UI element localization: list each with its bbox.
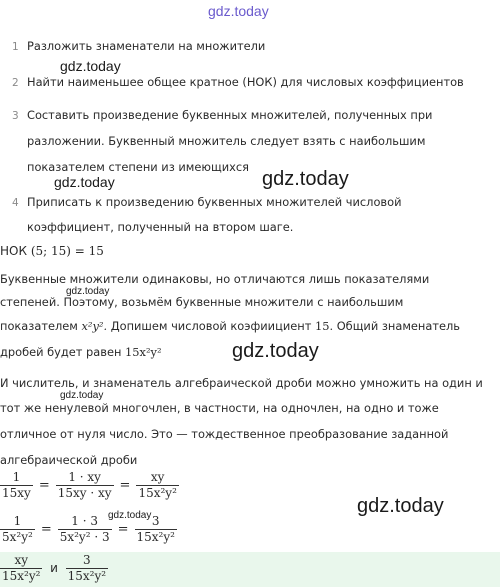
- fraction: $\frac{3}{\text{15x²y²}}$: [136, 514, 175, 544]
- paragraph-line: отличное от нуля число. Это — тождественное преобразование заданной: [0, 427, 449, 441]
- paragraph-line: [0, 344, 162, 360]
- math-expression: x²y².: [81, 319, 108, 333]
- paragraph-line: алгебраической дроби: [0, 453, 138, 467]
- step-text-line: коэффициент, полученный на втором шаге.: [27, 220, 294, 234]
- fraction: $\frac{1 \cdot 3}{\text{5x²y² · 3}}$: [59, 514, 110, 544]
- watermark: gdz.today: [357, 495, 444, 517]
- nok-result: = 15: [74, 244, 104, 258]
- watermark: gdz.today: [54, 174, 115, 190]
- text: Допишем числовой коэфиициент: [110, 319, 312, 333]
- watermark-top: gdz.today: [208, 3, 269, 19]
- answer-line: [0, 553, 108, 584]
- step-text-line: разложении. Буквенный множитель следует взять с наибольшим: [27, 134, 426, 148]
- step-number: 4: [12, 197, 19, 209]
- watermark: gdz.today: [262, 168, 349, 190]
- watermark: gdz.today: [66, 286, 110, 297]
- watermark: gdz.today: [60, 58, 121, 74]
- fraction: $\frac{xy}{\text{15x²y²}}$: [138, 470, 177, 500]
- step-text: Разложить знаменатели на множители: [27, 39, 266, 53]
- step-text-line: Составить произведение буквенных множителей, полученных при: [27, 108, 433, 122]
- math-number: 15.: [314, 319, 334, 333]
- step-number: 2: [12, 77, 19, 89]
- equation-1: $\frac{1}{15xy}$ = $\frac{1 \cdot xy}{15xy \cdot xy}$ = $\frac{xy}{\text{15x²y²}}$: [2, 470, 177, 500]
- step-number: 1: [12, 41, 19, 53]
- math-expression: 15x²y²: [125, 345, 162, 359]
- paragraph-line: тот же ненулевой многочлен, в частности, на одночлен, на одно и тоже: [0, 401, 439, 415]
- text: показателем: [0, 319, 78, 333]
- fraction: $\frac{3}{\text{15x²y²}}$: [67, 553, 107, 583]
- watermark: gdz.today: [232, 340, 319, 362]
- paragraph-line: степеней. Поэтому, возьмём буквенные множители с наибольшим: [0, 295, 404, 309]
- nok-label: НОК: [0, 244, 27, 258]
- nok-args: (5; 15): [30, 244, 71, 258]
- step-text: Найти наименьшее общее кратное (НОК) для числовых коэффициентов: [27, 75, 464, 89]
- paragraph-line: Буквенные множители одинаковы, но отличаются лишь показателями: [0, 272, 430, 286]
- paragraph-line: [0, 318, 460, 334]
- step-text-line: Приписать к произведению буквенных множителей числовой: [27, 195, 402, 209]
- text: дробей будет равен: [0, 345, 122, 359]
- watermark: gdz.today: [108, 510, 152, 521]
- equation-2: $\frac{1}{\text{5x²y²}}$ = $\frac{1 \cdot 3}{\text{5x²y² · 3}}$ = $\frac{3}{\text{15x²y²}}$: [2, 514, 175, 544]
- step-number: 3: [12, 110, 19, 122]
- fraction: $\frac{xy}{\text{15x²y²}}$: [2, 553, 41, 583]
- text: Общий знаменатель: [336, 319, 460, 333]
- paragraph-line: И числитель, и знаменатель алгебраической дроби можно умножить на один и: [0, 376, 483, 390]
- conjunction: и: [50, 561, 58, 575]
- fraction: $\frac{1}{\text{5x²y²}}$: [2, 514, 33, 544]
- step-text-line: показателем степени из имеющихся: [27, 160, 249, 174]
- fraction: $\frac{1}{15xy}$: [2, 470, 31, 500]
- watermark: gdz.today: [60, 390, 104, 401]
- fraction: $\frac{1 \cdot xy}{15xy \cdot xy}$: [57, 470, 112, 500]
- nok-line: [0, 244, 104, 258]
